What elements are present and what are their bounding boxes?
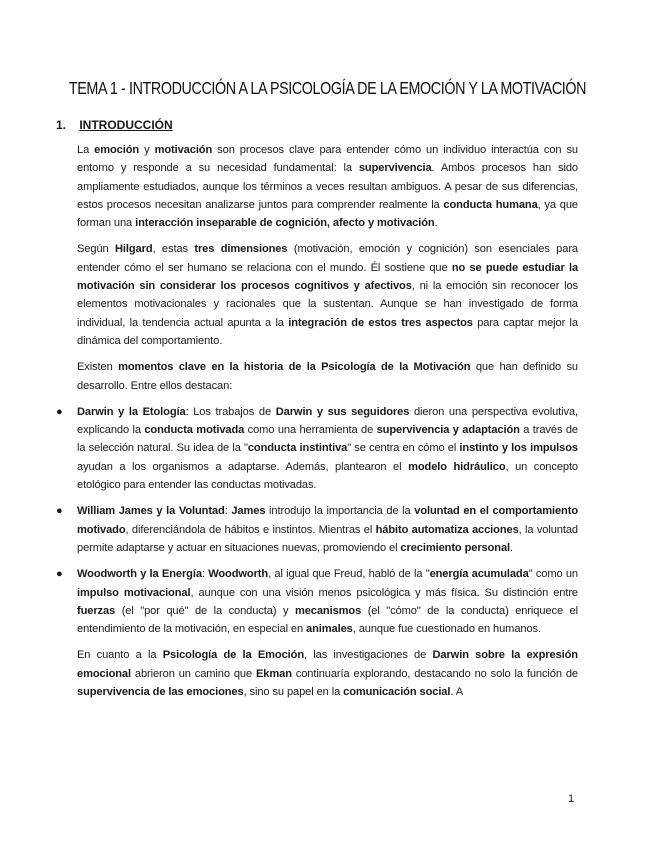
bold-run: instinto y los impulsos	[459, 442, 578, 455]
text-run: , un concepto etológico para entender las conductas motivadas.	[77, 460, 579, 492]
text-run: , diferenciándola de hábitos e instintos. Mientras el	[125, 523, 376, 536]
bold-run: momentos clave en la historia de la Psicología de la Motivación	[118, 361, 471, 374]
bold-run: conducta instintiva	[247, 442, 348, 455]
text-run: Existen	[77, 361, 119, 374]
bold-run: crecimiento personal	[400, 541, 511, 554]
bold-run: hábito automatiza acciones	[375, 523, 519, 536]
bullet-icon: ●	[56, 505, 63, 518]
text-run: como una herramienta de	[244, 424, 377, 437]
text-run: ayudan a los organismos a adaptarse. Además, plantearon el	[77, 460, 409, 473]
text-run: que han definido su desarrollo. Entre ellos destacan:	[77, 361, 578, 392]
bold-run: conducta humana	[443, 198, 538, 211]
list-item-text	[77, 505, 578, 554]
bold-run: interacción inseparable de cognición, afecto y motivación	[135, 217, 435, 230]
bullet-icon: ●	[56, 405, 63, 418]
text-run: dieron una perspectiva evolutiva, explicando la	[77, 405, 579, 437]
text-run: y	[139, 144, 155, 156]
bold-run: Darwin sobre la expresión emocional	[77, 649, 578, 680]
bold-run: supervivencia de las emociones	[77, 686, 244, 699]
bold-run: Darwin y la Etología	[77, 405, 186, 418]
bold-run: supervivencia y adaptación	[376, 424, 520, 437]
text-run: " se centra en cómo el	[347, 442, 460, 455]
bullet-list	[56, 403, 579, 639]
text-run: :	[224, 505, 232, 518]
text-run: introdujo la importancia de la	[265, 505, 415, 518]
text-run: (motivación, emoción y cognición) son esenciales para entender cómo el ser humano se relaciona con el mundo. Él sostiene que	[77, 243, 578, 274]
list-item-text	[77, 568, 578, 635]
page-number: 1	[568, 793, 575, 805]
text-run: .	[510, 541, 513, 554]
list-item-text	[77, 406, 578, 491]
bold-run: no se puede estudiar la motivación sin considerar los procesos cognitivos y afectivos	[77, 261, 579, 293]
bullet-icon: ●	[56, 568, 63, 581]
text-run: :	[201, 568, 209, 581]
paragraph	[77, 240, 578, 350]
bold-run: Psicología de la Emoción	[162, 649, 304, 662]
bold-run: William James y la Voluntad	[77, 505, 225, 518]
text-run: , ya que forman una	[77, 198, 578, 230]
text-run: , aunque con una visión menos psicológica y más física. Su distinción entre	[190, 586, 578, 599]
bold-run: Hilgard	[115, 243, 153, 256]
text-run: La	[77, 144, 95, 156]
document-body	[56, 141, 579, 709]
bold-run: Darwin y sus seguidores	[275, 405, 410, 418]
bold-run: impulso motivacional	[77, 586, 191, 599]
paragraph	[77, 646, 578, 701]
bold-run: Ekman	[255, 667, 292, 680]
bold-run: tres dimensiones	[194, 243, 288, 256]
paragraph	[77, 358, 578, 395]
bold-run: conducta motivada	[144, 424, 245, 437]
bold-run: fuerzas	[77, 604, 116, 617]
bold-run: voluntad en el comportamiento motivado	[77, 505, 578, 536]
bold-run: emoción	[94, 144, 140, 156]
text-run: En cuanto a la	[77, 649, 163, 662]
bold-run: James	[231, 505, 266, 518]
text-run: .	[434, 217, 438, 230]
text-run: son procesos clave para entender cómo un individuo interactúa con su entorno y responde a su necesidad fundamental: la	[77, 144, 578, 175]
paragraph	[77, 141, 578, 232]
list-item	[56, 565, 578, 638]
text-run: , las investigaciones de	[304, 649, 433, 662]
text-run: , aunque fue cuestionado en humanos.	[352, 623, 541, 636]
bold-run: comunicación social	[343, 686, 451, 699]
bold-run: motivación	[154, 144, 213, 156]
text-run: , sino su papel en la	[243, 686, 344, 699]
page-title: TEMA 1 - INTRODUCCIÓN A LA PSICOLOGÍA DE LA EMOCIÓN Y LA MOTIVACIÓN	[68, 78, 587, 98]
text-run: , la voluntad permite adaptarse y actuar en situaciones nuevas, promoviendo el	[77, 523, 578, 554]
bold-run: integración de estos tres aspectos	[288, 316, 473, 329]
text-run: a través de la selección natural. Su idea de la "	[77, 424, 578, 455]
bold-run: energía acumulada	[429, 568, 529, 581]
section-number: 1.	[56, 118, 67, 132]
text-run: continuaría explorando, destacando no solo la función de	[291, 667, 578, 680]
section-title: INTRODUCCIÓN	[79, 118, 173, 132]
text-run: , estas	[152, 243, 195, 256]
text-run: para captar mejor la dinámica del comportamiento.	[77, 316, 578, 347]
text-run: , al igual que Freud, habló de la "	[268, 568, 430, 581]
bold-run: mecanismos	[294, 604, 362, 617]
section-heading	[56, 118, 173, 132]
bold-run: animales	[306, 623, 353, 636]
text-run: Según	[77, 243, 115, 256]
list-item	[56, 502, 578, 557]
bold-run: Woodworth y la Energía	[77, 568, 202, 581]
text-run: . A	[450, 686, 464, 699]
bold-run: modelo hidráulico	[408, 460, 506, 473]
bold-run: supervivencia	[358, 162, 432, 175]
text-run: , ni la emoción sin reconocer los elementos motivacionales y racionales que la sustentan. Aunque se han investigado de forma individual, la tendencia actual apunta a la	[77, 280, 579, 329]
text-run: (el "cómo" de la conducta) enriquece el entendimiento de la motivación, en especial en	[77, 604, 578, 636]
list-item	[56, 403, 579, 494]
bold-run: Woodworth	[208, 568, 269, 581]
text-run: abrieron un camino que	[130, 667, 256, 680]
text-run: " como un	[528, 568, 578, 581]
text-run: . Ambos procesos han sido ampliamente estudiados, aunque los términos a veces resultan ambiguos. A pesar de sus diferencias, estos procesos necesitan analizarse juntos para comprender realmente la	[77, 162, 578, 211]
text-run: (el "por qué" de la conducta) y	[115, 604, 295, 617]
text-run: : Los trabajos de	[185, 405, 276, 418]
